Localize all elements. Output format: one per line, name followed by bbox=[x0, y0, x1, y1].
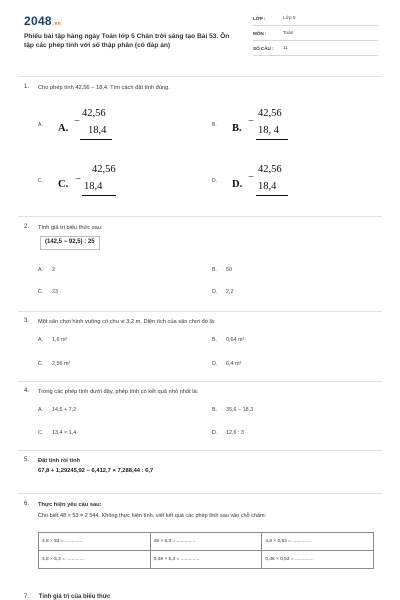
divider bbox=[18, 493, 382, 494]
meta-class bbox=[253, 14, 378, 26]
option-letter: A. bbox=[38, 407, 44, 413]
minuend: 42,56 bbox=[92, 164, 116, 175]
meta-subject-label: MÔN : bbox=[253, 31, 267, 36]
meta-class-label: LỚP : bbox=[253, 16, 266, 21]
question-number: 5. bbox=[24, 457, 30, 463]
question-number: 3. bbox=[24, 318, 30, 324]
option-value: 14,5 + 7,2 bbox=[52, 407, 77, 413]
divider bbox=[18, 381, 382, 382]
meta-subject bbox=[253, 29, 378, 41]
option-letter: C. bbox=[38, 289, 44, 295]
option-value: 1,6 m² bbox=[52, 337, 68, 343]
minuend: 42,56 bbox=[82, 108, 106, 119]
option-letter-small: A. bbox=[38, 122, 43, 128]
minus-sign: − bbox=[75, 174, 81, 185]
q1-option-d[interactable] bbox=[212, 162, 332, 198]
option-value: 6,4 m² bbox=[226, 361, 242, 367]
underline bbox=[256, 195, 288, 196]
underline bbox=[80, 139, 112, 140]
table-row bbox=[39, 533, 374, 551]
q1-option-c[interactable] bbox=[38, 162, 158, 198]
table-cell[interactable]: 4,8 × 0,53 = .............. bbox=[262, 533, 374, 551]
table-cell[interactable]: 48 × 5,3 = .............. bbox=[150, 533, 262, 551]
logo-suffix: .vn bbox=[52, 21, 62, 27]
option-letter: A. bbox=[58, 123, 69, 134]
meta-question-count-value: 11 bbox=[283, 46, 288, 51]
divider bbox=[18, 450, 382, 451]
subtrahend: 18, 4 bbox=[258, 125, 279, 136]
subtrahend: 18,4 bbox=[88, 125, 107, 136]
option-letter: A. bbox=[38, 267, 44, 273]
question-number: 1. bbox=[24, 84, 30, 90]
option-letter: B. bbox=[212, 407, 218, 413]
option-letter: C. bbox=[38, 361, 44, 367]
q6-subtext: Cho biết 48 × 53 = 2 544. Không thực hiện tính, viết kết quả các phép tính sau vào chỗ chấm: bbox=[38, 513, 267, 519]
meta-subject-value: Toán bbox=[283, 31, 294, 36]
option-letter: C. bbox=[38, 430, 44, 436]
minus-sign: − bbox=[74, 116, 80, 127]
table-cell[interactable]: 4,8 × 53 = .............. bbox=[39, 533, 151, 551]
option-value: 2,56 m² bbox=[52, 361, 71, 367]
table-cell[interactable]: 0,48 × 0,53 = .............. bbox=[262, 551, 374, 569]
subtrahend: 18,4 bbox=[258, 181, 277, 192]
meta-class-value: Lớp 5 bbox=[283, 16, 296, 21]
table-row bbox=[39, 551, 374, 569]
meta-question-count bbox=[253, 44, 378, 56]
option-value: 23 bbox=[52, 289, 58, 295]
question-text: Trong các phép tính dưới đây, phép tính có kết quả nhỏ nhất là: bbox=[38, 389, 199, 395]
option-value: 0,64 m² bbox=[226, 337, 245, 343]
option-value: 2 bbox=[52, 267, 55, 273]
answer-table bbox=[38, 532, 374, 569]
question-text: Thực hiện yêu cầu sau: bbox=[38, 502, 102, 508]
divider bbox=[18, 311, 382, 312]
option-letter: D. bbox=[232, 179, 243, 190]
option-letter: D. bbox=[212, 430, 218, 436]
expression-box: (142,5 − 92,5) : 25 bbox=[40, 236, 100, 250]
question-text: Tính giá trị biểu thức sau: bbox=[38, 225, 103, 231]
question-number: 4. bbox=[24, 388, 30, 394]
question-number: 6. bbox=[24, 501, 30, 507]
minus-sign: − bbox=[248, 116, 254, 127]
option-letter: B. bbox=[212, 337, 218, 343]
option-letter: D. bbox=[212, 361, 218, 367]
logo-text: 2048 bbox=[24, 14, 52, 28]
option-value: 35,6 − 18,3 bbox=[226, 407, 254, 413]
minus-sign: − bbox=[248, 172, 254, 183]
option-letter: D. bbox=[212, 289, 218, 295]
meta-question-count-label: SỐ CÂU : bbox=[253, 46, 274, 51]
minuend: 42,56 bbox=[258, 108, 282, 119]
option-value: 2,2 bbox=[226, 289, 234, 295]
subtrahend: 18,4 bbox=[84, 181, 103, 192]
question-number: 2. bbox=[24, 224, 30, 230]
option-letter-small: D. bbox=[212, 178, 217, 184]
question-text: Tính giá trị của biểu thức bbox=[38, 594, 111, 600]
document-header bbox=[0, 0, 400, 70]
site-logo[interactable] bbox=[24, 14, 61, 28]
question-text: Một sân chơi hình vuông có chu vi 3,2 m. Diện tích của sân chơi đó là: bbox=[38, 319, 216, 325]
option-letter-small: B. bbox=[212, 122, 217, 128]
question-7 bbox=[24, 594, 110, 600]
option-letter-small: C. bbox=[38, 178, 43, 184]
option-letter: C. bbox=[58, 179, 69, 190]
option-value: 50 bbox=[226, 267, 232, 273]
table-cell[interactable]: 4,8 × 5,3 = .............. bbox=[39, 551, 151, 569]
option-value: 13,4 × 1,4 bbox=[52, 430, 77, 436]
option-value: 12,6 : 3 bbox=[226, 430, 244, 436]
underline bbox=[256, 139, 288, 140]
divider bbox=[18, 76, 382, 77]
q5-expression: 67,8 + 1,29245,92 − 6,412,7 × 7,288,44 : 6,7 bbox=[38, 468, 154, 474]
question-text: Cho phép tính 42,56 − 18,4. Tìm cách đặt tính đúng. bbox=[38, 85, 170, 91]
underline bbox=[82, 195, 116, 196]
minuend: 42,56 bbox=[258, 164, 282, 175]
question-number: 7. bbox=[24, 594, 30, 600]
table-cell[interactable]: 0,48 × 5,3 = .............. bbox=[150, 551, 262, 569]
q1-option-a[interactable] bbox=[38, 106, 158, 142]
option-letter: A. bbox=[38, 337, 44, 343]
question-text: Đặt tính rồi tính bbox=[38, 458, 81, 464]
q1-option-b[interactable] bbox=[212, 106, 332, 142]
divider bbox=[18, 216, 382, 217]
document-title: Phiếu bài tập hàng ngày Toán lớp 5 Chân trời sáng tạo Bài 53. Ôn tập các phép tính với số thập phân (có đáp án) bbox=[24, 33, 230, 49]
option-letter: B. bbox=[212, 267, 218, 273]
option-letter: B. bbox=[232, 123, 242, 134]
